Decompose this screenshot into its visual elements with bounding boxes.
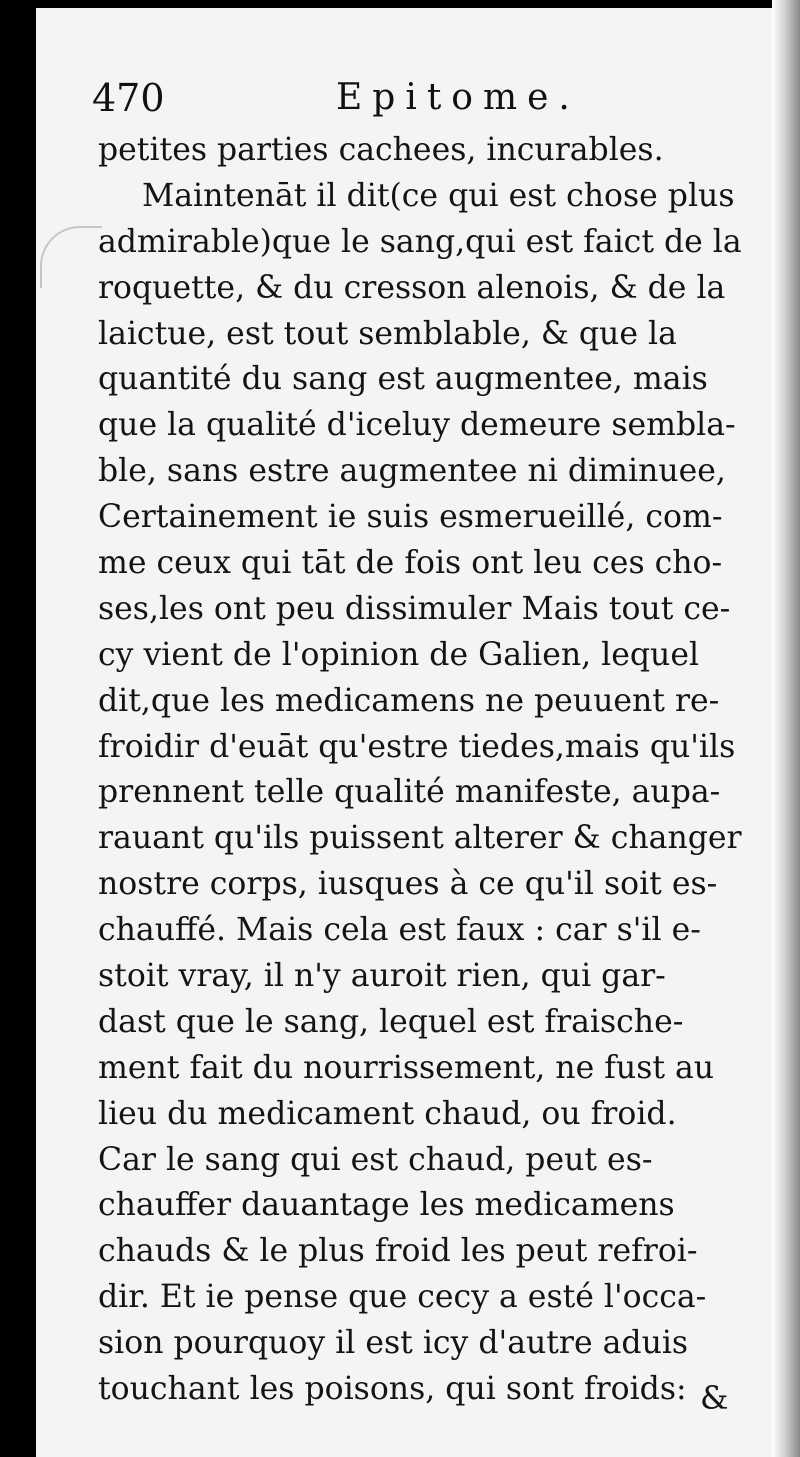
- scan-border-left: [0, 0, 36, 1457]
- text-line: chauffé. Mais cela est faux : car s'il e-: [98, 912, 701, 949]
- text-line: rauant qu'ils puissent alterer & changer: [98, 820, 742, 857]
- text-line: chauffer dauantage les medicamens: [98, 1187, 675, 1224]
- text-line: prennent telle qualité manifeste, aupa-: [98, 774, 721, 811]
- text-line: lieu du medicament chaud, ou froid.: [98, 1095, 677, 1132]
- text-line: laictue, est tout semblable, & que la: [98, 315, 677, 352]
- page-number: 470: [92, 76, 165, 120]
- text-line: admirable)que le sang,qui est faict de la: [98, 223, 742, 260]
- text-line: Car le sang qui est chaud, peut es-: [98, 1141, 653, 1178]
- text-line: dir. Et ie pense que cecy a esté l'occa-: [98, 1279, 707, 1316]
- text-line: petites parties cachees, incurables.: [98, 132, 664, 168]
- text-line: ment fait du nourrissement, ne fust au: [98, 1049, 715, 1086]
- running-head: Epitome.: [336, 77, 580, 118]
- text-line: nostre corps, iusques à ce qu'il soit es-: [98, 866, 718, 903]
- page-gutter-shadow: [772, 0, 800, 1457]
- text-line: Maintenāt il dit(ce qui est chose plus: [142, 177, 735, 214]
- scan-border-top: [0, 0, 800, 8]
- text-line: dit,que les medicamens ne peuuent re-: [98, 682, 720, 719]
- text-line: me ceux qui tāt de fois ont leu ces cho-: [98, 545, 723, 582]
- text-line: dast que le sang, lequel est fraische-: [98, 1003, 684, 1040]
- text-line: Certainement ie suis esmerueillé, com-: [98, 499, 723, 536]
- catchword: &: [700, 1379, 729, 1417]
- text-line: ble, sans estre augmentee ni diminuee,: [98, 453, 726, 490]
- text-line: quantité du sang est augmentee, mais: [98, 361, 708, 398]
- text-line: ses,les ont peu dissimuler Mais tout ce-: [98, 590, 731, 627]
- text-line: sion pourquoy il est icy d'autre aduis: [98, 1325, 689, 1362]
- text-line: roquette, & du cresson alenois, & de la: [98, 269, 726, 306]
- text-line: cy vient de l'opinion de Galien, lequel: [98, 636, 700, 673]
- text-line: que la qualité d'iceluy demeure sembla-: [98, 407, 736, 444]
- text-line: stoit vray, il n'y auroit rien, qui gar-: [98, 958, 666, 995]
- text-line: chauds & le plus froid les peut refroi-: [98, 1233, 698, 1270]
- text-line: touchant les poisons, qui sont froids:: [98, 1371, 687, 1408]
- text-line: froidir d'euāt qu'estre tiedes,mais qu'ils: [98, 728, 736, 765]
- page-header: [92, 74, 742, 122]
- body-text: [98, 128, 758, 1413]
